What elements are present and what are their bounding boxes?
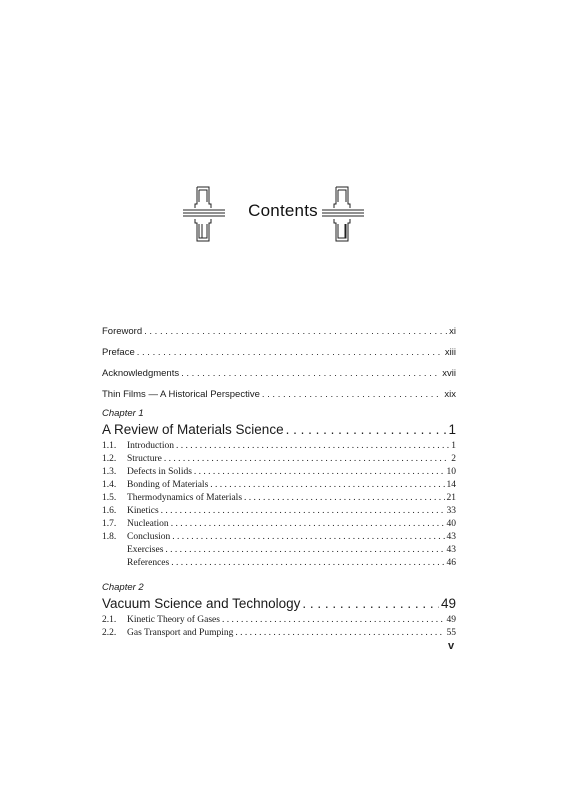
dot-leader: [222, 615, 445, 625]
toc-section[interactable]: [102, 506, 456, 519]
section-number: 1.1.: [102, 441, 117, 451]
section-title: Conclusion: [127, 532, 171, 542]
dot-leader: [171, 519, 445, 529]
section-page-number: 46: [446, 558, 456, 568]
toc-section[interactable]: [102, 480, 456, 493]
dot-leader: [172, 532, 444, 542]
section-title: Nucleation: [127, 519, 169, 529]
section-title: Defects in Solids: [127, 467, 192, 477]
toc-chapter-2[interactable]: [102, 596, 456, 615]
section-title: Gas Transport and Pumping: [127, 628, 234, 638]
section-page-number: 43: [446, 532, 456, 542]
section-number: 1.3.: [102, 467, 117, 477]
toc-section[interactable]: [102, 493, 456, 506]
entry-title: Acknowledgments: [102, 368, 180, 379]
toc-section-references[interactable]: [102, 558, 456, 571]
section-page-number: 33: [446, 506, 456, 516]
toc-section[interactable]: [102, 519, 456, 532]
toc-section[interactable]: [102, 454, 456, 467]
chapter-label: Chapter 2: [102, 582, 144, 593]
toc-section[interactable]: [102, 441, 456, 454]
toc-chapter-1[interactable]: [102, 422, 456, 441]
dot-leader: [244, 493, 444, 503]
entry-page-number: xix: [444, 389, 456, 400]
dot-leader: [181, 368, 440, 379]
toc-section[interactable]: [102, 467, 456, 480]
chapter-page-number: 1: [448, 422, 456, 437]
section-number: 1.4.: [102, 480, 117, 490]
section-page-number: 2: [451, 454, 456, 464]
bracket-ornament-icon: [181, 186, 227, 242]
toc-section[interactable]: [102, 532, 456, 545]
entry-title: Thin Films — A Historical Perspective: [102, 389, 260, 400]
section-page-number: 43: [446, 545, 456, 555]
section-page-number: 1: [451, 441, 456, 451]
dot-leader: [210, 480, 444, 490]
dot-leader: [176, 441, 449, 451]
section-title: Kinetic Theory of Gases: [127, 615, 220, 625]
section-page-number: 14: [446, 480, 456, 490]
toc-section[interactable]: [102, 628, 456, 641]
section-number: 1.2.: [102, 454, 117, 464]
dot-leader: [262, 389, 443, 400]
toc-entry-historical-perspective[interactable]: [102, 384, 456, 405]
section-title: Kinetics: [127, 506, 159, 516]
dot-leader: [302, 596, 439, 611]
entry-title: Foreword: [102, 326, 143, 337]
toc-section[interactable]: [102, 615, 456, 628]
dot-leader: [161, 506, 445, 516]
toc-entry-foreword[interactable]: [102, 321, 456, 342]
section-title: Bonding of Materials: [127, 480, 209, 490]
table-of-contents: [102, 317, 456, 641]
dot-leader: [137, 347, 443, 358]
section-number: 1.8.: [102, 532, 117, 542]
dot-leader: [194, 467, 445, 477]
section-title: Exercises: [127, 545, 164, 555]
toc-entry-preface[interactable]: [102, 342, 456, 363]
section-number: 1.7.: [102, 519, 117, 529]
section-page-number: 55: [446, 628, 456, 638]
chapter-gap: [102, 571, 456, 579]
entry-page-number: xi: [449, 326, 456, 337]
chapter-label: Chapter 1: [102, 408, 144, 419]
contents-heading: [0, 186, 566, 242]
section-page-number: 49: [446, 615, 456, 625]
entry-page-number: xiii: [444, 347, 456, 358]
section-title: References: [127, 558, 170, 568]
section-number: 2.1.: [102, 615, 117, 625]
dot-leader: [286, 422, 447, 437]
dot-leader: [235, 628, 444, 638]
toc-entry-acknowledgments[interactable]: [102, 363, 456, 384]
chapter-title: A Review of Materials Science: [102, 422, 284, 437]
bracket-ornament-icon: [320, 186, 366, 242]
dot-leader: [171, 558, 444, 568]
section-page-number: 40: [446, 519, 456, 529]
section-title: Structure: [127, 454, 162, 464]
dot-leader: [164, 454, 449, 464]
chapter-page-number: 49: [440, 596, 456, 611]
entry-title: Preface: [102, 347, 135, 358]
section-page-number: 10: [446, 467, 456, 477]
section-number: 1.6.: [102, 506, 117, 516]
section-number: 1.5.: [102, 493, 117, 503]
dot-leader: [165, 545, 444, 555]
entry-page-number: xvii: [442, 368, 456, 379]
dot-leader: [144, 326, 447, 337]
section-title: Thermodynamics of Materials: [127, 493, 243, 503]
section-title: Introduction: [127, 441, 174, 451]
page-folio: v: [448, 640, 455, 652]
chapter-title: Vacuum Science and Technology: [102, 596, 301, 611]
page-title: Contents: [248, 201, 318, 220]
section-number: 2.2.: [102, 628, 117, 638]
section-page-number: 21: [446, 493, 456, 503]
toc-section-exercises[interactable]: [102, 545, 456, 558]
